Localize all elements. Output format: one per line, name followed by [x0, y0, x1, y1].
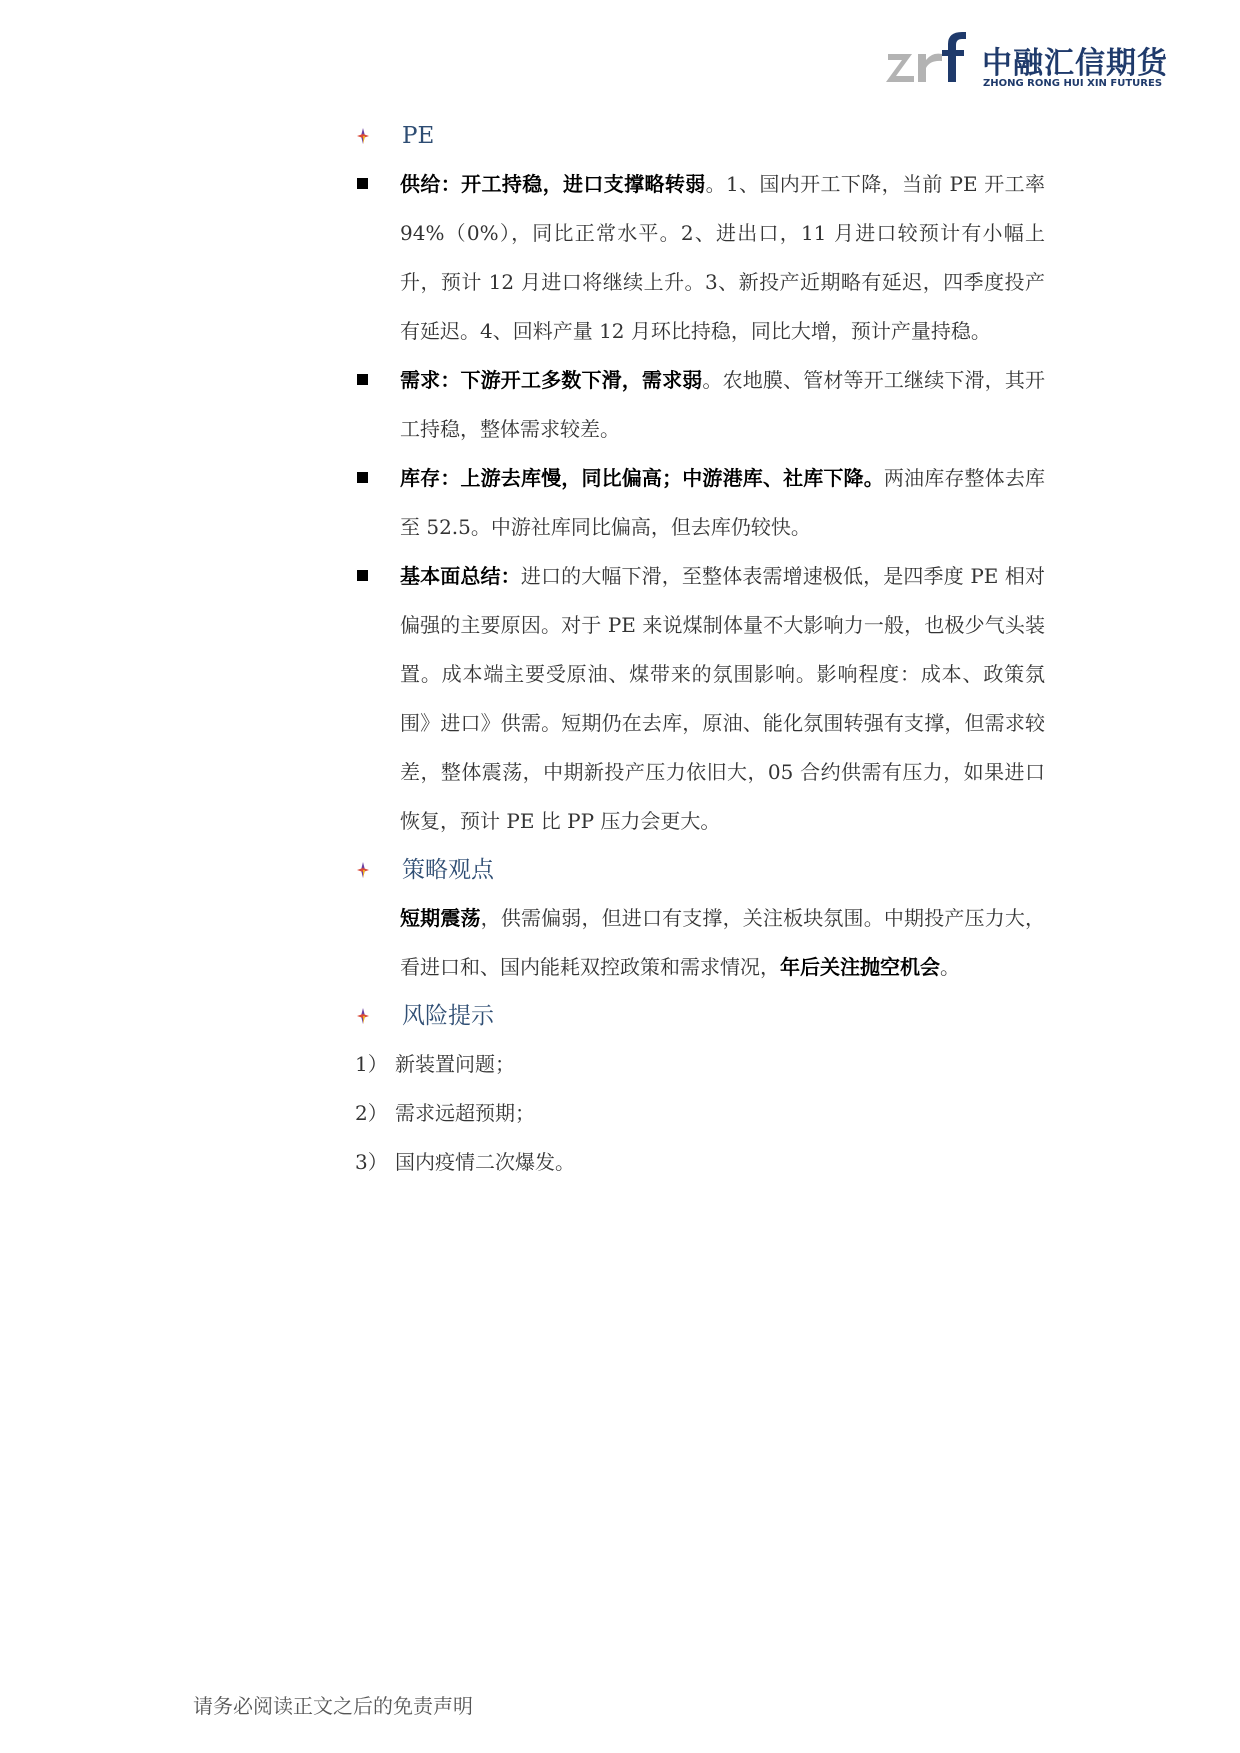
strategy-text-1: ，供需偏弱，但进口有支撑，关注板块氛围。中期投产压力大，看进口和、国内能耗双控政策和需求情况， [400, 906, 1046, 979]
risk-number: 2） [355, 1101, 388, 1125]
square-bullet-icon [357, 570, 368, 581]
section-title-text: 策略观点 [402, 857, 494, 883]
section-title-strategy [355, 846, 1045, 894]
list-item [355, 1089, 1045, 1138]
supply-paragraph [355, 160, 1045, 356]
strategy-bold-1: 短期震荡 [400, 906, 481, 930]
supply-text: 。1、国内开工下降，当前 PE 开工率 94%（0%），同比正常水平。2、进出口，11 月进口较预计有小幅上升，预计 12 月进口将继续上升。3、新投产近期略有延迟，四季度投产有延迟。4、回料产量 12 月环比持稳，同比大增，预计产量持稳。 [400, 172, 1046, 343]
demand-heading: 需求：下游开工多数下滑，需求弱 [400, 368, 703, 392]
summary-paragraph [355, 552, 1045, 846]
risk-text: 国内疫情二次爆发。 [395, 1150, 575, 1174]
zrf-logo-mark [886, 30, 978, 92]
square-bullet-icon [357, 178, 368, 189]
summary-text: 进口的大幅下滑，至整体表需增速极低，是四季度 PE 相对偏强的主要原因。对于 PE 来说煤制体量不大影响力一般，也极少气头装置。成本端主要受原油、煤带来的氛围影响。影响程度：成本、政策氛围》进口》供需。短期仍在去库，原油、能化氛围转强有支撑，但需求较差，整体震荡，中期新投产压力依旧大，05 合约供需有压力，如果进口恢复，预计 PE 比 PP 压力会更大。 [400, 564, 1046, 833]
diamond-bullet-icon [355, 1006, 371, 1026]
footer-disclaimer: 请务必阅读正文之后的免责声明 [193, 1694, 473, 1718]
risk-number: 1） [355, 1052, 388, 1076]
risk-number: 3） [355, 1150, 388, 1174]
company-logo [886, 30, 1176, 92]
section-title-risk [355, 992, 1045, 1040]
diamond-bullet-icon [355, 860, 371, 880]
section-title-text: PE [402, 123, 435, 149]
supply-heading: 供给：开工持稳，进口支撑略转弱 [400, 172, 706, 196]
risk-text: 需求远超预期； [395, 1101, 535, 1125]
inventory-heading: 库存：上游去库慢，同比偏高；中游港库、社库下降。 [400, 466, 884, 490]
strategy-bold-2: 年后关注抛空机会 [780, 955, 940, 979]
demand-text: 。农地膜、管材等开工继续下滑，其开工持稳，整体需求较差。 [400, 368, 1046, 441]
risk-list [355, 1040, 1045, 1187]
diamond-bullet-icon [355, 126, 371, 146]
section-title-text: 风险提示 [402, 1003, 494, 1029]
summary-heading: 基本面总结： [400, 564, 521, 588]
logo-english-name: ZHONG RONG HUI XIN FUTURES [983, 78, 1163, 89]
demand-paragraph [355, 356, 1045, 454]
inventory-paragraph [355, 454, 1045, 552]
strategy-text-2: 。 [940, 955, 960, 979]
document-body [355, 112, 1045, 1187]
strategy-paragraph [355, 894, 1045, 992]
section-title-pe [355, 112, 1045, 160]
square-bullet-icon [357, 472, 368, 483]
inventory-text: 两油库存整体去库至 52.5。中游社库同比偏高，但去库仍较快。 [400, 466, 1046, 539]
risk-text: 新装置问题； [395, 1052, 515, 1076]
square-bullet-icon [357, 374, 368, 385]
list-item [355, 1138, 1045, 1187]
list-item [355, 1040, 1045, 1089]
logo-chinese-name: 中融汇信期货 [982, 46, 1168, 81]
